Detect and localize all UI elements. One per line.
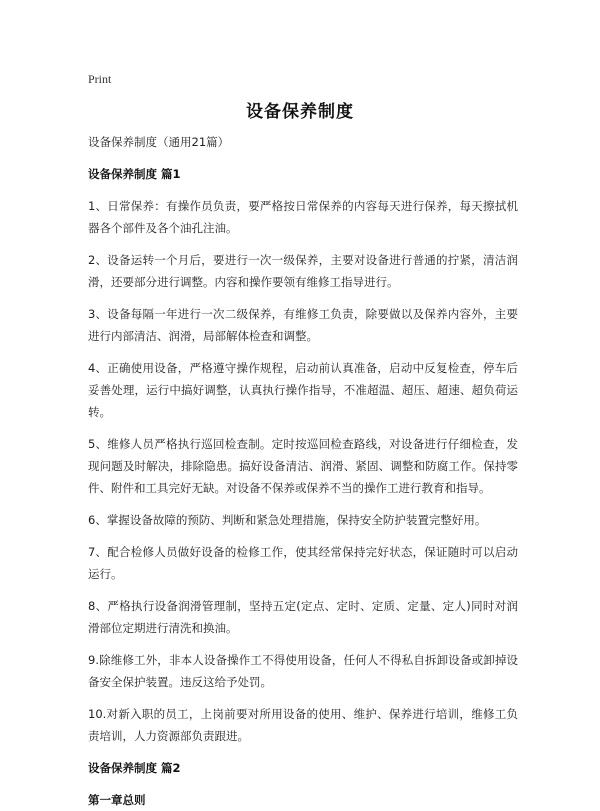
section-heading-2: 设备保养制度 篇2 bbox=[88, 761, 181, 775]
section-heading-1: 设备保养制度 篇1 bbox=[88, 167, 181, 181]
document-subtitle: 设备保养制度（通用21篇） bbox=[88, 135, 230, 149]
paragraph-1: 1、日常保养：有操作员负责，要严格按日常保养的内容每天进行保养，每天擦拭机器各个部件及各个油孔注油。 bbox=[88, 199, 518, 235]
paragraph-9: 9.除维修工外，非本人设备操作工不得使用设备，任何人不得私自拆卸设备或卸掉设备安全保护装置。违反这给予处罚。 bbox=[88, 653, 518, 689]
paragraph-4: 4、正确使用设备，严格遵守操作规程，启动前认真准备，启动中反复检查，停车后妥善处理，运行中搞好调整，认真执行操作指导，不准超温、超压、超速、超负荷运转。 bbox=[88, 361, 518, 419]
paragraph-6: 6、掌握设备故障的预防、判断和紧急处理措施，保持安全防护装置完整好用。 bbox=[88, 513, 487, 527]
paragraph-8: 8、严格执行设备润滑管理制，坚持五定(定点、定时、定质、定量、定人)同时对润滑部位定期进行清洗和换油。 bbox=[88, 599, 518, 635]
print-link[interactable]: Print bbox=[88, 72, 112, 86]
chapter-heading: 第一章总则 bbox=[88, 793, 146, 807]
document-body bbox=[88, 131, 518, 811]
paragraph-5: 5、维修人员严格执行巡回检查制。定时按巡回检查路线，对设备进行仔细检查，发现问题及时解决，排除隐患。搞好设备清洁、润滑、紧固、调整和防腐工作。保持零件、附件和工具完好无缺。对设备不保养或保养不当的操作工进行教育和指导。 bbox=[88, 437, 518, 495]
paragraph-7: 7、配合检修人员做好设备的检修工作，使其经常保持完好状态，保证随时可以启动运行。 bbox=[88, 545, 518, 581]
paragraph-2: 2、设备运转一个月后，要进行一次一级保养，主要对设备进行普通的拧紧，清洁润滑，还要部分进行调整。内容和操作要领有维修工指导进行。 bbox=[88, 253, 518, 289]
document-title: 设备保养制度 bbox=[246, 102, 354, 122]
paragraph-3: 3、设备每隔一年进行一次二级保养，有维修工负责，除要做以及保养内容外，主要进行内部清洁、润滑，局部解体检查和调整。 bbox=[88, 307, 518, 343]
paragraph-10: 10.对新入职的员工，上岗前要对所用设备的使用、维护、保养进行培训，维修工负责培训，人力资源部负责跟进。 bbox=[88, 707, 518, 743]
